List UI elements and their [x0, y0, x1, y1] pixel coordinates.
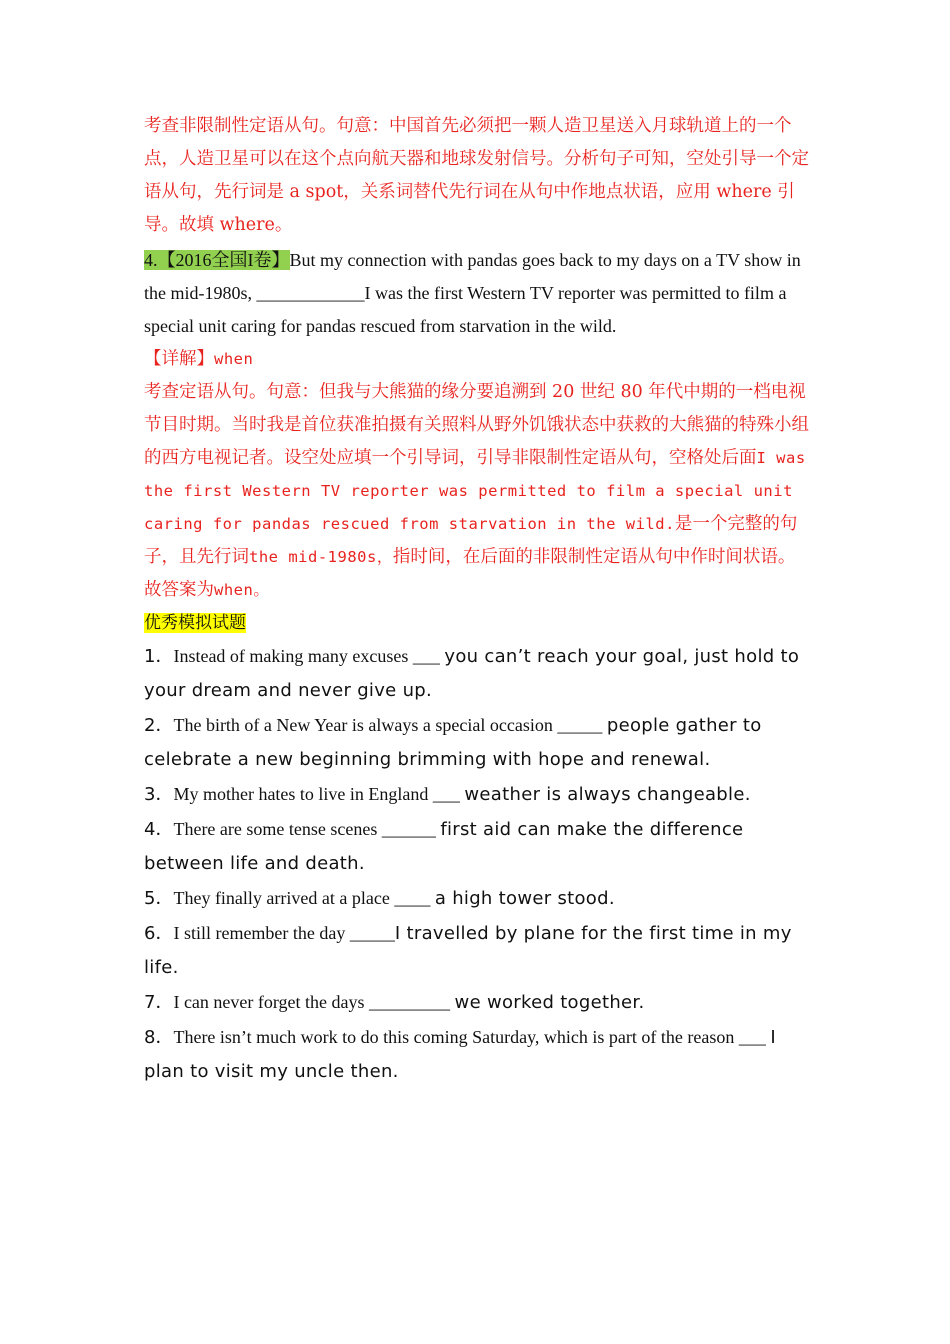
question-4-source: 【2016全国I卷】 — [157, 250, 290, 270]
practice-item — [144, 1020, 812, 1089]
practice-item-number: 6． — [144, 923, 174, 944]
answer-4-text-cn3: 指时间，在后面的非限制性定语从句中作时间状语。故答案为 — [144, 547, 796, 600]
practice-item-lead: They finally arrived at a place ____ — [173, 888, 435, 908]
section-title — [144, 607, 812, 639]
practice-item — [144, 985, 812, 1020]
practice-item-lead: I still remember the day _____ — [173, 923, 395, 943]
practice-list — [144, 639, 812, 1089]
practice-item-lead: My mother hates to live in England ___ — [173, 784, 465, 804]
answer-4-answer: when — [214, 350, 254, 368]
practice-item-rest: I travelled by plane for the first time in my life. — [144, 923, 792, 978]
answer-4-antecedent: the mid-1980s， — [249, 548, 393, 566]
practice-item-lead: I can never forget the days _________ — [173, 992, 455, 1012]
question-4 — [144, 244, 812, 343]
practice-item — [144, 812, 812, 881]
answer-4-text-cn1: 考查定语从句。句意：但我与大熊猫的缘分要追溯到 20 世纪 80 年代中期的一档电视节目时期。当时我是首位获准拍摄有关照料从野外饥饿状态中获救的大熊猫的特殊小组的西方电视记者。设空处应填一个引导词，引导非限制性定语从句，空格处后面 — [144, 382, 809, 468]
explanation-question-3: 考查非限制性定语从句。句意：中国首先必须把一颗人造卫星送入月球轨道上的一个点，人造卫星可以在这个点向航天器和地球发射信号。分析句子可知，空处引导一个定语从句，先行词是 a spot，关系词替代先行词在从句中作地点状语，应用 where 引导。故填 where。 — [144, 116, 809, 235]
answer-4-label: 【详解】 — [144, 349, 214, 369]
practice-item-lead: The birth of a New Year is always a special occasion _____ — [173, 715, 607, 735]
section-title-label: 优秀模拟试题 — [144, 613, 246, 633]
document-page — [144, 110, 812, 1089]
practice-item — [144, 639, 812, 708]
practice-item-number: 7． — [144, 992, 174, 1013]
practice-item — [144, 777, 812, 812]
practice-item-rest: first aid can make the difference between life and death. — [144, 819, 744, 874]
practice-item-lead: Instead of making many excuses ___ — [173, 646, 445, 666]
practice-item-lead: There isn’t much work to do this coming Saturday, which is part of the reason ___ — [173, 1027, 771, 1047]
practice-item-number: 2． — [144, 715, 174, 736]
practice-item-rest: we worked together. — [454, 992, 645, 1013]
practice-item — [144, 881, 812, 916]
practice-item — [144, 708, 812, 777]
practice-item-rest: weather is always changeable. — [464, 784, 751, 805]
answer-4-heading — [144, 343, 812, 376]
answer-4-explanation — [144, 376, 812, 607]
practice-item-number: 4． — [144, 819, 174, 840]
practice-item — [144, 916, 812, 985]
answer-4-text-en: I was the first Western TV reporter was permitted to film a special unit caring for pandas rescued from starvation in the wild. — [144, 449, 806, 533]
practice-item-number: 3． — [144, 784, 174, 805]
practice-item-number: 1． — [144, 646, 174, 667]
practice-item-number: 8． — [144, 1027, 174, 1048]
practice-item-rest: a high tower stood. — [434, 888, 615, 909]
question-4-text: But my connection with pandas goes back to my days on a TV show in the mid-1980s, ____________I was the first Western TV reporter was permitted to film a special unit caring for pandas rescued from starvation in the wild. — [144, 250, 801, 336]
practice-item-rest: you can’t reach your goal, just hold to your dream and never give up. — [144, 646, 800, 701]
practice-item-rest: I plan to visit my uncle then. — [144, 1027, 776, 1082]
practice-item-rest: people gather to celebrate a new beginning brimming with hope and renewal. — [144, 715, 762, 770]
question-4-source-tag — [144, 250, 290, 270]
practice-item-lead: There are some tense scenes ______ — [173, 819, 441, 839]
practice-item-number: 5． — [144, 888, 174, 909]
answer-4-final: when。 — [214, 581, 270, 599]
answer-4-text-cn2: 是一个完整的句子，且先行词 — [144, 514, 798, 567]
question-4-number: 4. — [144, 250, 158, 270]
